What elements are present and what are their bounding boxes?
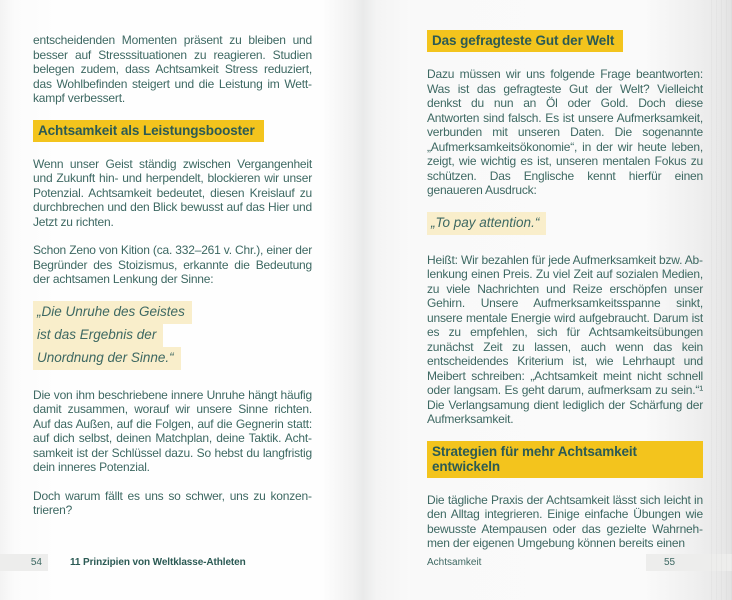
quote-line (427, 212, 703, 235)
running-head: Achtsamkeit (427, 557, 482, 568)
right-page-footer (366, 554, 732, 571)
section-heading-label: Achtsamkeit als Leistungsbooster (33, 120, 264, 142)
left-page-footer (0, 554, 366, 571)
paragraph: Die tägliche Praxis der Achtsamkeit lässt sich leicht in den Alltag integrieren. Einige einfache Übungen wie bewusste Atempausen oder das gezielte Wahrnehmen der eigenen Umgebung können bereits einen (427, 492, 703, 550)
page-number-bar (0, 554, 48, 571)
page-number-bar (646, 554, 732, 571)
quote-text: „Die Unruhe des Geistes (33, 301, 192, 324)
page-number: 54 (30, 557, 42, 568)
right-page (427, 30, 703, 565)
paragraph: Die von ihm beschriebene innere Unruhe hängt häufig damit zusammen, worauf wir unsere Sinne richten. Auf das Außen, auf die Folgen, auf die Gegnerin statt: auf dich selbst, deinen Matchplan, deine Taktik. Achtsamkeit ist der Schlüssel dazu. So hebst du langfristig dein inneres Potenzial. (33, 387, 312, 474)
quote-block (33, 301, 312, 370)
paragraph: entscheidenden Momenten präsent zu bleiben und besser auf Stresssituationen zu reagieren. Studien belegen zudem, dass Achtsamkeit Stress reduziert, das Wohlbefinden steigert und die Leistung im Wettkampf verbessert. (33, 33, 312, 105)
paragraph: Dazu müssen wir uns folgende Frage beantworten: Was ist das gefragteste Gut der Welt? Vielleicht denkst du nun an Öl oder Gold. Doch diese Antworten sind falsch. Es ist unsere Aufmerksamkeit, verbunden mit unseren Daten. Die sogenannte „Aufmerksamkeitsökonomie“, in der wir heute leben, zeigt, wie wichtig es ist, unseren mentalen Fokus zu schützen. Das Englische kennt hierfür einen genaueren Ausdruck: (427, 67, 703, 197)
paragraph: Wenn unser Geist ständig zwischen Vergangenheit und Zukunft hin- und herpendelt, blockieren wir unser Potenzial. Achtsamkeit bedeutet, diesen Kreislauf zu durchbrechen und den Blick bewusst auf das Hier und Jetzt zu richten. (33, 156, 312, 229)
chapter-title: 11 Prinzipien von Weltklasse-Athleten (70, 557, 246, 568)
paragraph: Doch warum fällt es uns so schwer, uns zu konzentrieren? (33, 488, 312, 517)
section-heading (427, 441, 703, 478)
page-edge-shadow (710, 0, 732, 600)
paragraph: Schon Zeno von Kition (ca. 332–261 v. Chr.), einer der Begründer des Stoizismus, erkannte die Bedeutung der achtsamen Lenkung der Sinne: (33, 243, 312, 286)
section-heading-label: Das gefragteste Gut der Welt (427, 30, 623, 52)
quote-line (33, 347, 312, 370)
left-page (33, 33, 312, 532)
quote-line (33, 301, 312, 324)
section-heading (427, 30, 703, 52)
quote-line (33, 324, 312, 347)
section-heading (33, 120, 312, 142)
quote-block (427, 212, 703, 235)
paragraph: Heißt: Wir bezahlen für jede Aufmerksamkeit bzw. Ablenkung einen Preis. Zu viel Zeit auf sozialen Medien, zu viele Nachrichten und Reize erschöpfen unser Gehirn. Unsere Aufmerksamkeitsspanne sinkt, unsere mentale Energie wird aufgebraucht. Darum ist es zu empfehlen, sich für Achtsamkeitsübungen zunächst Zeit zu lassen, auch wenn das kein entscheidendes Kriterium ist, wie Lehrhaupt und Meibert schreiben: „Achtsamkeit meint nicht schnell oder langsam. Es geht darum, aufmerksam zu sein.“¹ Die Verlangsamung dient lediglich der Schärfung der Aufmerksamkeit. (427, 252, 703, 426)
quote-text: ist das Ergebnis der (33, 324, 163, 347)
quote-text: „To pay attention.“ (427, 212, 546, 235)
section-heading-label: Strategien für mehr Achtsamkeit entwickeln (427, 441, 703, 478)
quote-text: Unordnung der Sinne.“ (33, 347, 181, 370)
page-number: 55 (664, 557, 676, 568)
